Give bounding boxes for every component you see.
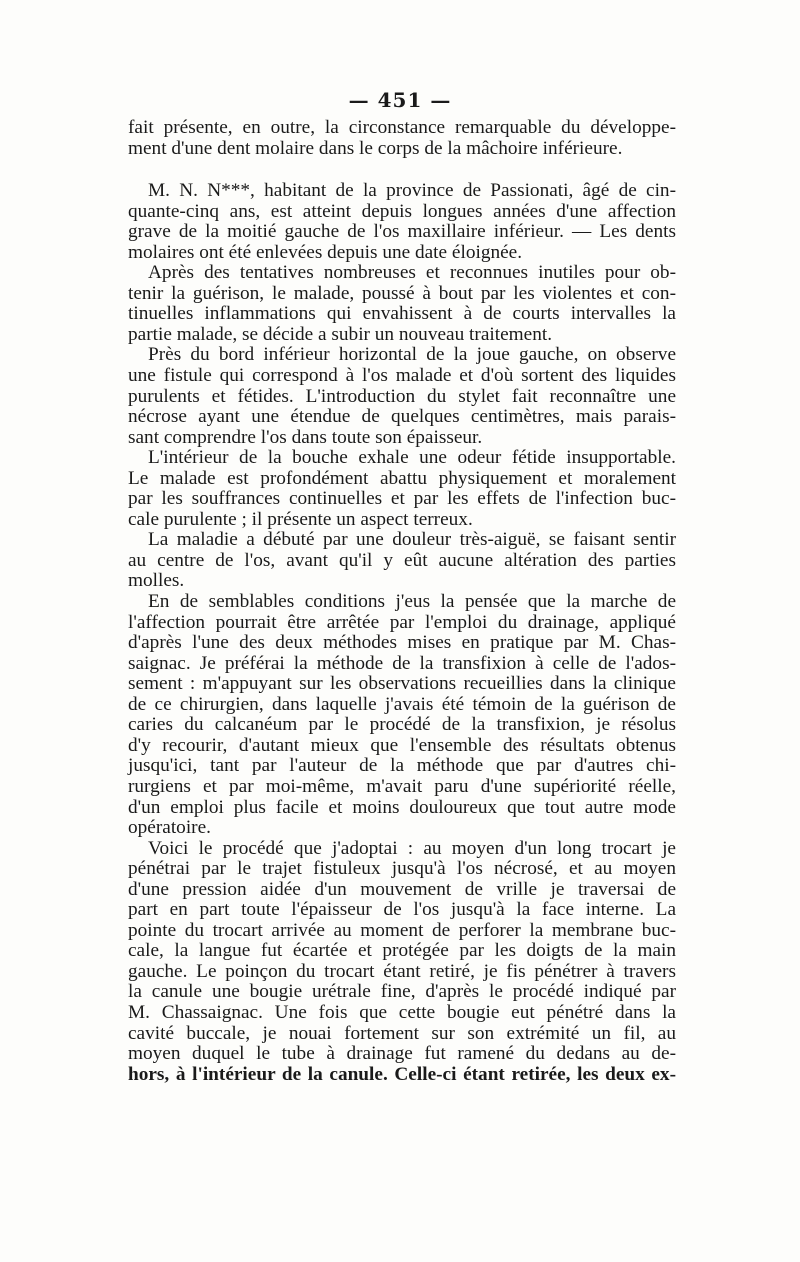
text-line: jusqu'ici, tant par l'auteur de la méthode que par d'autres chi- (128, 755, 676, 777)
paragraph (128, 345, 676, 448)
text-line: nécrose ayant une étendue de quelques centimètres, mais parais- (128, 406, 676, 428)
text-line: Voici le procédé que j'adoptai : au moyen d'un long trocart je (148, 837, 676, 859)
text-line: caries du calcanéum par le procédé de la transfixion, je résolus (128, 714, 676, 736)
text-line: l'affection pourrait être arrêtée par l'emploi du drainage, appliqué (128, 611, 676, 633)
text-line: part en part toute l'épaisseur de l'os jusqu'à la face interne. La (128, 899, 676, 921)
text-line: gauche. Le poinçon du trocart étant retiré, je fis pénétrer à travers (128, 960, 676, 982)
paragraph (128, 592, 676, 839)
body-text (128, 118, 676, 1085)
paragraph (128, 181, 676, 263)
text-line: partie malade, se décide a subir un nouveau traitement. (128, 323, 553, 345)
text-line: purulents et fétides. L'introduction du stylet fait reconnaître une (128, 385, 676, 407)
text-line: En de semblables conditions j'eus la pensée que la marche de (148, 591, 676, 613)
text-line: d'y recourir, d'autant mieux que l'ensemble des résultats obtenus (128, 734, 676, 756)
text-line: ment d'une dent molaire dans le corps de la mâchoire inférieure. (128, 137, 623, 159)
text-line: au centre de l'os, avant qu'il y eût aucune altération des parties (128, 549, 676, 571)
page-number: — 451 — (348, 88, 452, 112)
text-line: M. Chassaignac. Une fois que cette bougie eut pénétré dans la (128, 1001, 676, 1023)
text-line: tenir la guérison, le malade, poussé à bout par les violentes et con- (128, 282, 676, 304)
text-line: d'après l'une des deux méthodes mises en pratique par M. Chas- (128, 632, 676, 654)
paragraph (128, 263, 676, 345)
text-line: fait présente, en outre, la circonstance remarquable du développe- (128, 117, 676, 138)
text-line: molles. (128, 570, 185, 592)
paragraph (128, 530, 676, 592)
text-line: Après des tentatives nombreuses et reconnues inutiles pour ob- (148, 262, 676, 284)
text-line: une fistule qui correspond à l'os malade et d'où sortent des liquides (128, 365, 676, 387)
text-line: sement : m'appuyant sur les observations recueillies dans la clinique (128, 673, 676, 695)
text-line: hors, à l'intérieur de la canule. Celle-ci étant retirée, les deux ex- (128, 1063, 676, 1085)
text-line: L'intérieur de la bouche exhale une odeur fétide insupportable. (148, 447, 676, 469)
text-line: la canule une bougie urétrale fine, d'après le procédé indiqué par (128, 981, 676, 1003)
text-line: saignac. Je préférai la méthode de la transfixion à celle de l'ados- (128, 652, 676, 674)
text-line: cale, la langue fut écartée et protégée par les doigts de la main (128, 940, 676, 962)
text-line: d'un emploi plus facile et moins douloureux que tout autre mode (128, 796, 676, 818)
text-line: tinuelles inflammations qui envahissent à de courts intervalles la (128, 303, 676, 325)
text-line: cale purulente ; il présente un aspect terreux. (128, 508, 473, 530)
text-line: moyen duquel le tube à drainage fut ramené du dedans au de- (128, 1043, 676, 1065)
text-line: M. N. N***, habitant de la province de Passionati, âgé de cin- (148, 180, 676, 202)
text-line: Près du bord inférieur horizontal de la joue gauche, on observe (148, 344, 676, 366)
text-line: opératoire. (128, 817, 211, 839)
text-line: Le malade est profondément abattu physiquement et moralement (128, 467, 676, 489)
paragraph (128, 118, 676, 159)
paragraph (128, 448, 676, 530)
text-line: La maladie a débuté par une douleur très-aiguë, se faisant sentir (148, 529, 676, 551)
text-line: cavité buccale, je nouai fortement sur son extrémité un fil, au (128, 1022, 676, 1044)
text-line: rurgiens et par moi-même, m'avait paru d'une supériorité réelle, (128, 775, 676, 797)
paragraph (128, 839, 676, 1086)
text-line: sant comprendre l'os dans toute son épaisseur. (128, 426, 483, 448)
text-line: par les souffrances continuelles et par les effets de l'infection buc- (128, 488, 676, 510)
text-line: de ce chirurgien, dans laquelle j'avais été témoin de la guérison de (128, 693, 676, 715)
text-line: d'une pression aidée d'un mouvement de vrille je traversai de (128, 878, 676, 900)
text-line: quante-cinq ans, est atteint depuis longues années d'une affection (128, 200, 676, 222)
text-line: molaires ont été enlevées depuis une date éloignée. (128, 241, 523, 263)
text-line: pointe du trocart arrivée au moment de perforer la membrane buc- (128, 919, 676, 941)
paragraph-gap (128, 159, 676, 181)
text-line: pénétrai par le trajet fistuleux jusqu'à l'os nécrosé, et au moyen (128, 858, 676, 880)
text-line: grave de la moitié gauche de l'os maxillaire inférieur. — Les dents (128, 221, 676, 243)
